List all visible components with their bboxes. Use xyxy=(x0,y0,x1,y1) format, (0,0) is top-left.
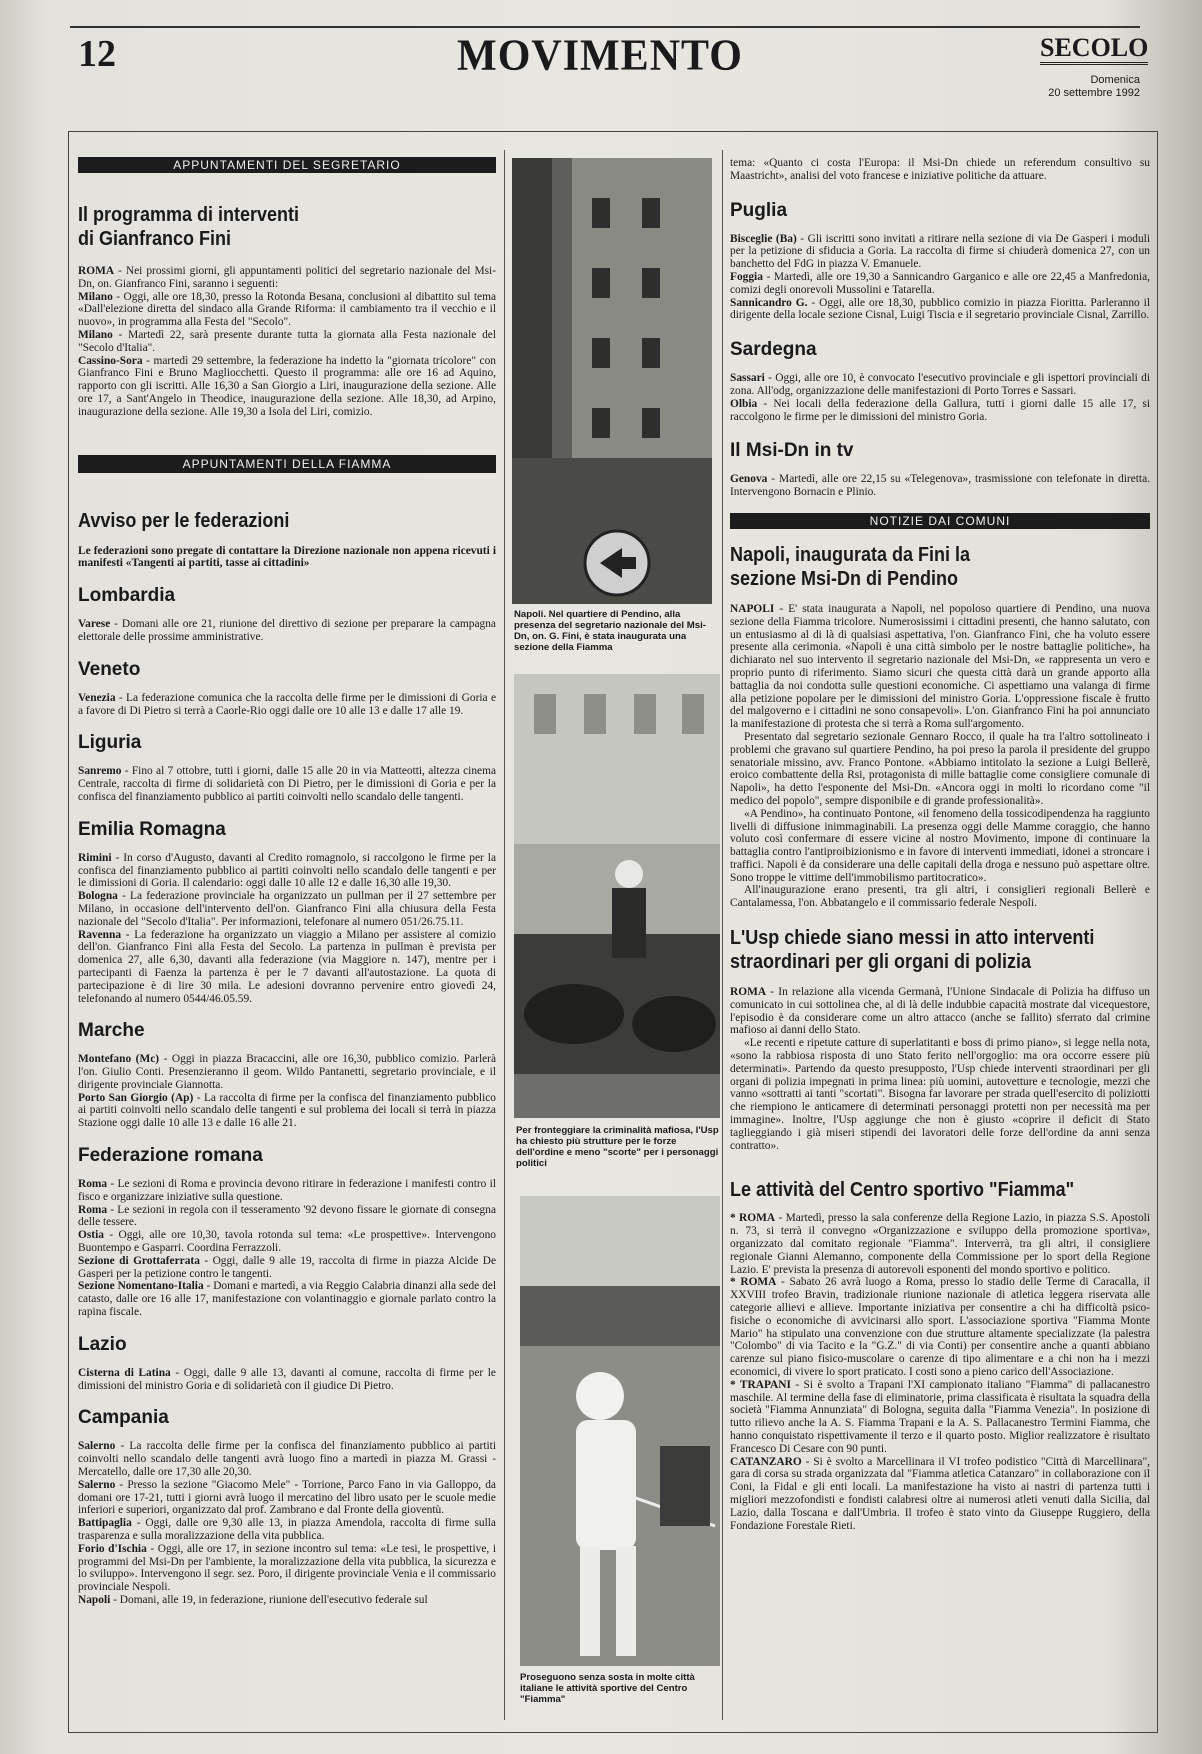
paragraph-text: - Oggi, alle ore 18,30, pubblico comizio in piazza Fioritta. Parleranno il dirigente della locale sezione Cisnal, Luigi Tiscia e il segretario provinciale Cisnal, Zarrillo. xyxy=(730,296,1150,322)
paragraph-text: - Si è svolto a Marcellinara il VI trofeo podistico "Città di Marcellinara", gara di corsa su strada organizzata dal "Fiamma atletica Catanzaro" in collaborazione con il Coni, la Fidal e gli enti locali. La manifestazione ha visto ai nastri di partenza tutti i migliori mezzofondisti e fondisti calabresi oltre ai numerosi atleti venuti dalla Sicilia, dal Lazio, dalla Toscana e dall'Umbria. Il trofeo è stato vinto da Giuseppe Ruggiero, della Fondazione Forestale Rieti. xyxy=(730,1455,1150,1532)
paragraph-text: - martedì 29 settembre, la federazione ha indetto la "giornata tricolore" con Gianfranco Fini e Bruno Magliocchetti. Questo il programma: alle ore 16 ad Aquino, rapporto con gli iscritti. Alle 16,30 a San Giorgio a Liri, inaugurazione della sezione. Alle ore 17, a Sant'Angelo in Theodice, inaugurazione della sezione. Alle 18,30, ad Arpino, inaugurazione della sezione. Alle 19,30 a Isola del Liri, comizio. xyxy=(78,354,496,418)
paragraph xyxy=(730,1379,1150,1456)
intro-text: tema: «Quanto ci costa l'Europa: il Msi-Dn chiede un referendum consultivo su Maastricht», analisi del voto francese e iniziative politiche da attuare. xyxy=(730,157,1150,182)
paragraph xyxy=(730,1212,1150,1276)
lead-word: Varese xyxy=(78,618,111,631)
lead-word: Battipaglia xyxy=(78,1517,132,1530)
paragraph-text: - La raccolta delle firme per la confisca del finanziamento pubblico ai partiti coinvolti nello scandalo delle tangenti avrà luogo fino a martedì in piazza M. Grassi - Mercatello, dalle ore 17,30 alle 20,30. xyxy=(78,1440,496,1479)
lead-word: Olbia xyxy=(730,397,758,410)
headline-napoli: Napoli, inaugurata da Fini la sezione Msi-Dn di Pendino xyxy=(730,543,971,590)
newspaper-logo: SECOLO xyxy=(1040,34,1148,65)
region-heading: Veneto xyxy=(78,658,141,680)
region-heading: Il Msi-Dn in tv xyxy=(730,440,854,462)
paragraph xyxy=(78,1204,496,1230)
paragraph-text: - Presso la sezione "Giacomo Mele" - Torrione, Parco Fano in via Galloppo, da domani ore 17-21, tutti i giorni avrà luogo il mercatino del libro usato per le scuole medie inferiori e superiori, organizzato dal prof. Zambrano e dal Fronte della gioventù. xyxy=(78,1478,496,1517)
paragraph xyxy=(78,1255,496,1281)
column-divider-1 xyxy=(504,150,505,1720)
lead-word: Salerno xyxy=(78,1478,116,1491)
paragraph-text: - La federazione comunica che la raccolta delle firme per le dimissioni di Goria e a favore di Di Pietro si terrà a Caorle-Rio oggi dalle ore 10 alle 13 e dalle 17 alle 19. xyxy=(78,691,496,717)
lead-word: ROMA xyxy=(730,986,767,999)
paragraph xyxy=(78,765,496,803)
paragraph-text: - Domani, alle 19, in federazione, riunione dell'esecutivo federale sul xyxy=(110,1594,428,1606)
lead-word: Rimini xyxy=(78,851,112,864)
bar-comuni: NOTIZIE DAI COMUNI xyxy=(730,513,1150,529)
lead-word: Venezia xyxy=(78,691,116,704)
paragraph xyxy=(78,618,496,644)
headline-avviso: Avviso per le federazioni xyxy=(78,509,290,532)
caption-napoli: Napoli. Nel quartiere di Pendino, alla presenza del segretario nazionale del Msi-Dn, on. G. Fini, è stata inaugurata una sezione della Fiamma xyxy=(514,609,706,653)
region-heading: Lombardia xyxy=(78,585,176,607)
paragraph-text: - Oggi in piazza Bracaccini, alle ore 16,30, pubblico comizio. Parlerà l'on. Giulio Conti. Presenzieranno il geom. Wildo Pantanetti, segretario provinciale, e il dirigente provinciale Giannotta. xyxy=(78,1053,496,1091)
paragraph xyxy=(730,986,1150,1037)
paragraph xyxy=(730,731,1150,808)
regions-right xyxy=(730,183,1150,499)
paragraph-text: - Fino al 7 ottobre, tutti i giorni, dalle 15 alle 20 in via Matteotti, altezza cinema Centrale, raccolta di firme di solidarietà con Di Pietro, per le dimissioni di Goria e per la confisca del finanziamento pubblico ai partiti coinvolti nello scandalo delle tangenti. xyxy=(78,765,496,803)
article-napoli xyxy=(730,603,1150,910)
region-heading: Campania xyxy=(78,1407,169,1429)
paragraph xyxy=(78,890,496,928)
lead-word: * TRAPANI xyxy=(730,1378,791,1391)
paragraph xyxy=(78,355,496,419)
headline-centro-sportivo: Le attività del Centro sportivo "Fiamma" xyxy=(730,1179,1075,1202)
paragraph-text: - Le sezioni in regola con il tesseramento '92 devono fissare le giornate di consegna delle tessere. xyxy=(78,1203,496,1229)
paragraph-text: - Domani alle ore 21, riunione del direttivo di sezione per preparare la campagna elettorale delle prossime amministrative. xyxy=(78,618,496,643)
region-heading: Emilia Romagna xyxy=(78,818,226,840)
paragraph xyxy=(730,398,1150,424)
paragraph-text: - Martedì 22, sarà presente durante tutta la giornata alla Festa nazionale del "Secolo d'Italia". xyxy=(78,328,496,354)
paragraph xyxy=(78,852,496,890)
paragraph-text: - Oggi, alle ore 18,30, presso la Rotonda Besana, conclusioni al dibattito sul tema «Dall'elezione diretta del sindaco alla Grande Riforma: il cambiamento tra il vecchio e il nuovo», in programma alla Festa del "Secolo". xyxy=(78,290,496,329)
region-heading: Lazio xyxy=(78,1333,127,1355)
lead-word: Sezione di Grottaferrata xyxy=(78,1254,200,1267)
article-centro-sportivo xyxy=(730,1212,1150,1532)
paragraph-text: - Le sezioni di Roma e provincia devono ritirare in federazione i manifesti contro il fisco e organizzare iniziative sulla questione. xyxy=(78,1178,496,1203)
lead-word: Forio d'Ischia xyxy=(78,1542,147,1555)
page-number: 12 xyxy=(78,33,116,75)
lead-word: Salerno xyxy=(78,1440,116,1453)
headline-programma: Il programma di interventi di Gianfranco Fini xyxy=(78,204,300,250)
lead-word: NAPOLI xyxy=(730,602,775,615)
paragraph xyxy=(730,271,1150,297)
paragraph-text: All'inaugurazione erano presenti, tra gli altri, i consiglieri regionali Bellerè e Cantalamessa, l'on. Abbatangelo e il commissario federale Nespoli. xyxy=(730,884,1150,910)
paragraph xyxy=(78,1479,496,1517)
lead-word: Sannicandro G. xyxy=(730,296,808,309)
paragraph-text: - La raccolta di firme per la confisca del finanziamento pubblico ai partiti coinvolti nello scandalo delle tangenti e sul problema dei locali si terrà in piazza Stazione oggi dalle 10 alle 13 e dalle 16 alle 21. xyxy=(78,1091,496,1130)
photo-police xyxy=(514,674,720,1118)
paragraph xyxy=(730,1037,1150,1152)
top-rule xyxy=(70,26,1140,28)
lead-word: Milano xyxy=(78,290,113,303)
bar-segretario: APPUNTAMENTI DEL SEGRETARIO xyxy=(78,157,496,173)
lead-word: * ROMA xyxy=(730,1212,776,1225)
paragraph xyxy=(78,1178,496,1204)
paragraph xyxy=(78,329,496,355)
photo-police-graphic xyxy=(514,674,720,1118)
region-heading: Puglia xyxy=(730,199,788,221)
paragraph-text: - Domani e martedì, a via Reggio Calabria dinanzi alla sede del catasto, dalle ore 16 alle 17, manifestazione con volantinaggio e giornale parlato contro la rapina fiscale. xyxy=(78,1280,496,1319)
paragraph xyxy=(78,1092,496,1130)
photo-napoli-graphic xyxy=(512,158,712,604)
paragraph-text: - In corso d'Augusto, davanti al Credito romagnolo, si raccolgono le firme per la confisca del finanziamento pubblico ai partiti coinvolti nello scandalo delle tangenti e per le dimissioni di Goria. Il calendario: oggi dalle 10 alle 12 e dalle 16,30 alle 19,30. xyxy=(78,851,496,890)
paragraph-text: «A Pendino», ha continuato Pontone, «il fenomeno della tossicodipendenza ha raggiunto livelli di diffusione inimmaginabili. La presenza oggi delle Mamme coraggio, che hanno voluto così confermare di essere vicine al nostro Movimento, impone di continuare la battaglia contro l'antiproibizionismo e in favore di interventi immediati, idonei a stroncare i traffici. Napoli è da considerare una delle capitali della droga e nessuno può aspettare oltre. Sono troppe le vittime dell'immobilismo partitocratico». xyxy=(730,807,1150,884)
caption-police: Per fronteggiare la criminalità mafiosa, l'Usp ha chiesto più strutture per le forze dell'ordine e meno "scorte" per i personaggi politici xyxy=(516,1125,719,1169)
paragraph-text: Presentato dal segretario sezionale Gennaro Rocco, il quale ha tra l'altro sottolineato i problemi che gravano sul quartiere Pendino, ha poi preso la parola il presidente del gruppo senatoriale missino, avv. Franco Pontone. «Abbiamo intitolato la sezione a Luigi Bellerè, eroico combattente della Rsi, protagonista di mille battaglie come consigliere comunale di Napoli», ha detto l'esponente del Msi-Dn. «Ancora oggi in molti lo ricordano come "il medico del popolo", sempre disponibile e di grande professionalità». xyxy=(730,730,1150,807)
paragraph xyxy=(78,692,496,718)
paragraph xyxy=(78,1594,496,1607)
region-heading: Federazione romana xyxy=(78,1145,263,1167)
photo-fencing-graphic xyxy=(520,1196,720,1666)
column-left xyxy=(78,157,496,1727)
lead-word: Sassari xyxy=(730,372,765,385)
lead-word: Foggia xyxy=(730,270,763,283)
paragraph-text: - In relazione alla vicenda Germanà, l'Unione Sindacale di Polizia ha diffuso un comunicato in cui sottolinea che, al di là delle indubbie capacità mostrate dal vicequestore, l'episodio è da considerare come un altro attacco (anche se fallito) sferrato dal crimine mafioso ai danni dello Stato. xyxy=(730,986,1150,1037)
paragraph-text: - Sabato 26 avrà luogo a Roma, presso lo stadio delle Terme di Caracalla, il XXVIII trofeo Bravin, tradizionale riunione nazionale di atletica leggera riservata alle categorie allievi e allieve. Importante iniziativa per consentire a chi ha difficoltà psico-fisiche o economiche di avvicinarsi allo sport. L'associazione sportiva "Fiamma Monte Mario" ha stipulato una convenzione con due strutture altamente specializzate (la palestra "Colombo" di via Tacito e la "G.Z." di via Conti) per consentire anche a quanti abbiano carenze sul piano fisico-muscolare o carenze di tipo alimentare e a chi non ha i mezzi economici, di vivere lo sport praticato. I costi sono a pieno carico dell'Associazione. xyxy=(730,1276,1150,1378)
paragraph xyxy=(78,1440,496,1478)
paragraph-text: - E' stata inaugurata a Napoli, nel popoloso quartiere di Pendino, una nuova sezione della Fiamma tricolore. Numerosissimi i cittadini presenti, che hanno salutato, con un entusiasmo al di là di qualsiasi aspettativa, l'on. Gianfranco Fini, che ha voluto essere presente alla cerimonia. «Napoli è una città simbolo per le nostre battaglie politiche», ha dichiarato nel suo intervento il segretario nazionale del Msi-Dn, «e rappresenta un vero e proprio punto di riferimento. Siamo sicuri che questa città darà un grande apporto alla battaglia da noi condotta sulle questioni economiche. Ci aspettiamo una valanga di firme alla petizione popolare per le dimissioni del ministro Goria. L'oppressione fiscale è frutto del malgoverno e i cittadini ne sono consapevoli». L'on. Gianfranco Fini ha poi annunciato la manifestazione di protesta che si terrà a Roma sull'argomento. xyxy=(730,602,1150,731)
segretario-items xyxy=(78,265,496,419)
paragraph xyxy=(78,1543,496,1594)
paragraph-text: - Oggi, alle ore 17, in sezione incontro sul tema: «Le tesi, le prospettive, i programmi del Msi-Dn per l'ambiente, la moralizzazione della vita pubblica, la sicurezza e lo sviluppo». Intervengono il segr. sez. Poro, il dirigente provinciale Venia e il commissario provinciale Nespoli. xyxy=(78,1542,496,1594)
paragraph xyxy=(730,884,1150,910)
paragraph-text: - Oggi, dalle 9 alle 13, davanti al comune, raccolta di firme per le dimissioni del ministro Goria e di solidarietà con il giudice Di Pietro. xyxy=(78,1366,496,1392)
paragraph xyxy=(730,297,1150,323)
paragraph-text: - La federazione ha organizzato un viaggio a Milano per assistere al comizio dell'on. Gianfranco Fini alla Festa del Secolo. La partenza in pullman è prevista per domenica 27, alle 6,30, davanti alla federazione (via Maggiore n. 147), mentre per i partecipanti di Faenza la partenza è per le 7 davanti all'autostazione. La quota di partecipazione è di lire 30 mila. Le adesioni dovranno pervenire entro giovedì 24, telefonando al numero 0544/46.05.59. xyxy=(78,928,496,1005)
lead-word: Napoli xyxy=(78,1594,111,1606)
caption-fencing: Proseguono senza sosta in molte città italiane le attività sportive del Centro "Fiamma" xyxy=(520,1672,695,1705)
bar-fiamma: APPUNTAMENTI DELLA FIAMMA xyxy=(78,455,496,473)
lead-word: Porto San Giorgio (Ap) xyxy=(78,1091,194,1104)
lead-word: Bisceglie (Ba) xyxy=(730,232,797,245)
paragraph-text: - Oggi, dalle 9 alle 19, raccolta di firme in piazza Alcide De Gasperi per la petizione contro le tangenti. xyxy=(78,1254,496,1280)
paragraph-text: - Martedì, presso la sala conferenze della Regione Lazio, in piazza S.S. Apostoli n. 73, si terrà il convegno «Organizzazione e sviluppo della promozione sportiva», organizzato dal comitato regionale "Fiamma". Interverrà, tra gli altri, il consigliere regionale Gianni Alemanno, componente della Commissione per lo sport della Regione Lazio. E' prevista la presenza di autorevoli esponenti del mondo sportivo e politico. xyxy=(730,1212,1150,1276)
paragraph xyxy=(730,473,1150,499)
paragraph xyxy=(730,1276,1150,1378)
paragraph-text: «Le recenti e ripetute catture di superlatitanti e boss di primo piano», si legge nella nota, «sono la rabbiosa risposta di uno Stato ferito nell'orgoglio: ma ora occorre essere più determinati». Partendo da questo presupposto, l'Usp chiede interventi straordinari per gli organi di polizia impegnati in prima linea: più uomini, autovetture e tecnologie, mezzi che vanno «sottratti ai tanti "scortati". Bisogna far lavorare per strada quell'esercito di poliziotti che riempiono le anticamere di determinati personaggi protetti non per necessità ma per immagine». Inoltre, l'Usp aggiunge che non è giusto «coprire il deficit di Stato taglieggiando i già miseri stipendi dei lavoratori delle forze dell'ordine da anni senza contratto». xyxy=(730,1037,1150,1152)
paragraph-text: - Oggi, alle ore 10, è convocato l'esecutivo provinciale e gli ispettori provinciali di zona. All'odg, organizzazione delle manifestazioni di Porto Torres e Sassari. xyxy=(730,372,1150,397)
paragraph xyxy=(78,1367,496,1393)
photo-fencing xyxy=(520,1196,720,1666)
region-heading: Marche xyxy=(78,1020,145,1042)
paragraph xyxy=(78,265,496,291)
paragraph xyxy=(78,1517,496,1543)
paragraph xyxy=(78,1280,496,1318)
paragraph xyxy=(78,291,496,329)
column-divider-2 xyxy=(722,150,723,1720)
paragraph-text: - Gli iscritti sono invitati a ritirare nella sezione di via De Gasperi i moduli per la petizione di sfiducia a Goria. La raccolta di firme si chiuderà domenica 27, con un banchetto del FdG in piazza V. Emanuele. xyxy=(730,232,1150,271)
issue-date: 20 settembre 1992 xyxy=(1048,87,1140,99)
paragraph xyxy=(78,929,496,1006)
column-right xyxy=(730,157,1150,1727)
paragraph xyxy=(730,808,1150,885)
paragraph-text: - Martedì, alle ore 22,15 su «Telegenova», trasmissione con telefonate in diretta. Intervengono Bornacin e Plinio. xyxy=(730,473,1150,499)
paragraph-text: - Oggi, dalle ore 9,30 alle 13, in piazza Amendola, raccolta di firme sulla trasparenza e sulla moralizzazione della vita pubblica. xyxy=(78,1517,496,1543)
region-heading: Sardegna xyxy=(730,339,817,361)
lead-word: Roma xyxy=(78,1178,108,1191)
paragraph xyxy=(730,372,1150,398)
lead-word: Ostia xyxy=(78,1229,104,1242)
lead-word: Genova xyxy=(730,473,768,486)
paragraph-text: - Martedì, alle ore 19,30 a Sannicandro Garganico e alle ore 22,45 a Manfredonia, comizi degli onorevoli Mussolini e Tatarella. xyxy=(730,270,1150,296)
lead-word: CATANZARO xyxy=(730,1455,802,1468)
paragraph xyxy=(730,1456,1150,1533)
paragraph-text: - Nei locali della federazione della Gallura, tutti i giorni dalle 15 alle 17, si raccolgono le firme per le dimissioni del ministro Goria. xyxy=(730,397,1150,423)
region-heading: Liguria xyxy=(78,732,142,754)
section-title: MOVIMENTO xyxy=(457,31,743,81)
headline-usp: L'Usp chiede siano messi in atto interventi straordinari per gli organi di polizia xyxy=(730,927,1095,974)
lead-word: Cassino-Sora xyxy=(78,354,143,367)
issue-day: Domenica xyxy=(1090,74,1140,86)
paragraph-text: - Si è svolto a Trapani l'XI campionato italiano "Fiamma" di pallacanestro maschile. Al termine della fase di eliminatorie, prima classificata è risultata la squadra della società "Fiamma Annunziata" di Bologna, seguita dalla "Fiamma Venezia". In posizione di tutto rilievo anche la A. S. Fiamma Trapani e la A. S. Pallacanestro Termini Fiamma, che hanno conquistato rispettivamente il terzo e il quarto posto. Miglior realizzatore è risultato Francesco Di Cesare con 90 punti. xyxy=(730,1378,1150,1455)
lead-word: Milano xyxy=(78,328,113,341)
lead-word: Sezione Nomentano-Italia xyxy=(78,1280,204,1293)
regions-left xyxy=(78,570,496,1607)
paragraph xyxy=(78,1229,496,1255)
lead-word: Sanremo xyxy=(78,765,122,778)
paragraph xyxy=(730,603,1150,731)
avviso-text: Le federazioni sono pregate di contattare la Direzione nazionale non appena ricevuti i manifesti «Tangenti ai partiti, tasse ai cittadini» xyxy=(78,544,496,570)
lead-word: Montefano (Mc) xyxy=(78,1053,160,1066)
paragraph-text: - La federazione provinciale ha organizzato un pullman per il 27 settembre per Milano, in occasione dell'intervento dell'on. Gianfranco Fini alla chiusura della Festa nazionale del "Secolo d'Italia". Per informazioni, telefonare al numero 051/26.75.11. xyxy=(78,890,496,928)
paragraph xyxy=(730,233,1150,271)
lead-word: ROMA xyxy=(78,265,115,277)
article-usp xyxy=(730,986,1150,1152)
lead-word: Ravenna xyxy=(78,928,122,941)
paragraph-text: - Oggi, alle ore 10,30, tavola rotonda sul tema: «Le prospettive». Intervengono Buontempo e Gasparri. Coordina Ferrazzoli. xyxy=(78,1229,496,1255)
lead-word: Roma xyxy=(78,1203,108,1216)
lead-word: * ROMA xyxy=(730,1276,777,1289)
paragraph xyxy=(78,1053,496,1091)
paragraph-text: - Nei prossimi giorni, gli appuntamenti politici del segretario nazionale del Msi-Dn, on. Gianfranco Fini, saranno i seguenti: xyxy=(78,265,496,290)
lead-word: Bologna xyxy=(78,890,118,903)
lead-word: Cisterna di Latina xyxy=(78,1366,171,1379)
photo-napoli-street xyxy=(512,158,712,604)
